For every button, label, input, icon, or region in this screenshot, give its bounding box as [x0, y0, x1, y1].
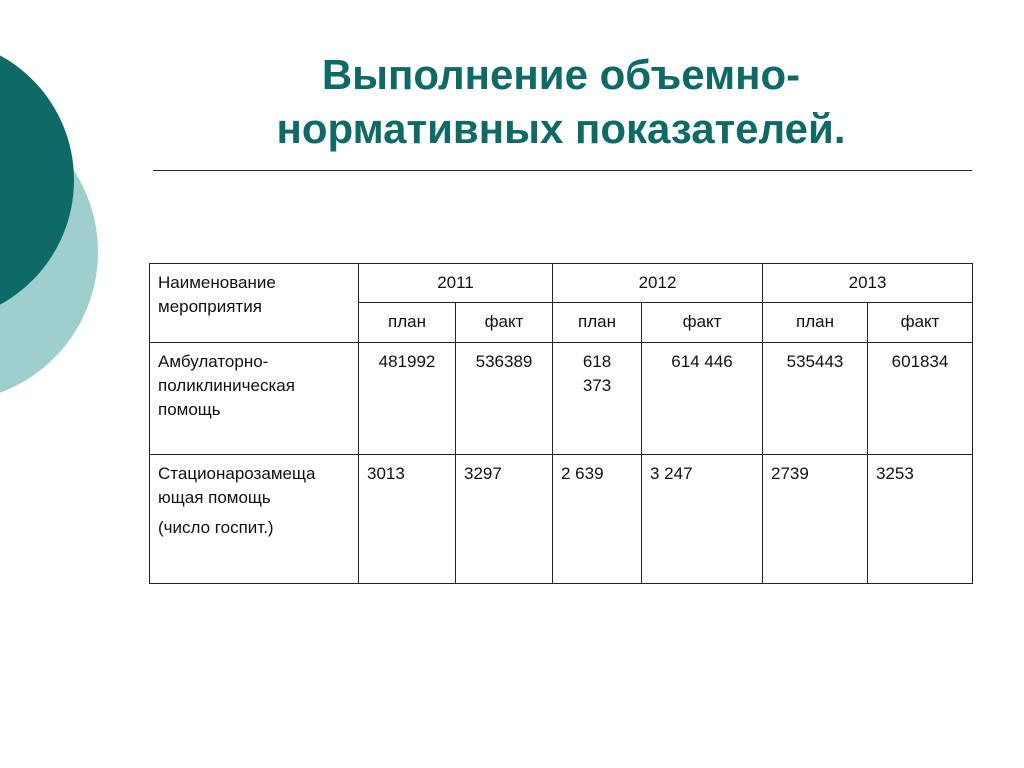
indicators-table — [149, 263, 973, 584]
row-label-line: Стационарозамеща — [158, 464, 316, 483]
row-label-line: поликлиническая — [158, 376, 295, 395]
cell-value: 536389 — [456, 343, 553, 455]
row-label-inpatient-replacing — [150, 455, 359, 584]
table-row — [150, 455, 973, 584]
cell-value: 481992 — [359, 343, 456, 455]
subheader-fact-2012: факт — [642, 303, 763, 343]
row-label-line: помощь — [158, 400, 221, 419]
table-header-row-years — [150, 264, 973, 303]
row-label-note: (число госпит.) — [158, 518, 274, 537]
light-teal-circle — [0, 102, 98, 402]
cell-value: 2739 — [763, 455, 868, 584]
header-year-2013: 2013 — [763, 264, 973, 303]
subheader-fact-2013: факт — [868, 303, 973, 343]
subheader-plan-2013: план — [763, 303, 868, 343]
header-year-2012: 2012 — [553, 264, 763, 303]
cell-value: 618 373 — [553, 343, 642, 455]
cell-value: 2 639 — [553, 455, 642, 584]
cell-value: 3 247 — [642, 455, 763, 584]
subheader-plan-2011: план — [359, 303, 456, 343]
cell-value: 535443 — [763, 343, 868, 455]
subheader-fact-2011: факт — [456, 303, 553, 343]
cell-value: 3013 — [359, 455, 456, 584]
row-label-ambulatory — [150, 343, 359, 455]
row-label-line: ющая помощь — [158, 488, 271, 507]
subheader-plan-2012: план — [553, 303, 642, 343]
cell-value: 3297 — [456, 455, 553, 584]
cell-value: 3253 — [868, 455, 973, 584]
title-line-2: нормативных показателей. — [276, 105, 846, 152]
cell-value: 614 446 — [642, 343, 763, 455]
header-year-2011: 2011 — [359, 264, 553, 303]
title-line-1: Выполнение объемно- — [321, 51, 801, 98]
title-divider — [153, 170, 972, 171]
header-name-column: Наименование мероприятия — [150, 264, 359, 343]
table-row — [150, 343, 973, 455]
dark-teal-circle — [0, 38, 74, 322]
cell-value: 601834 — [868, 343, 973, 455]
slide-title — [150, 48, 972, 156]
row-label-line: Амбулаторно- — [158, 352, 269, 371]
